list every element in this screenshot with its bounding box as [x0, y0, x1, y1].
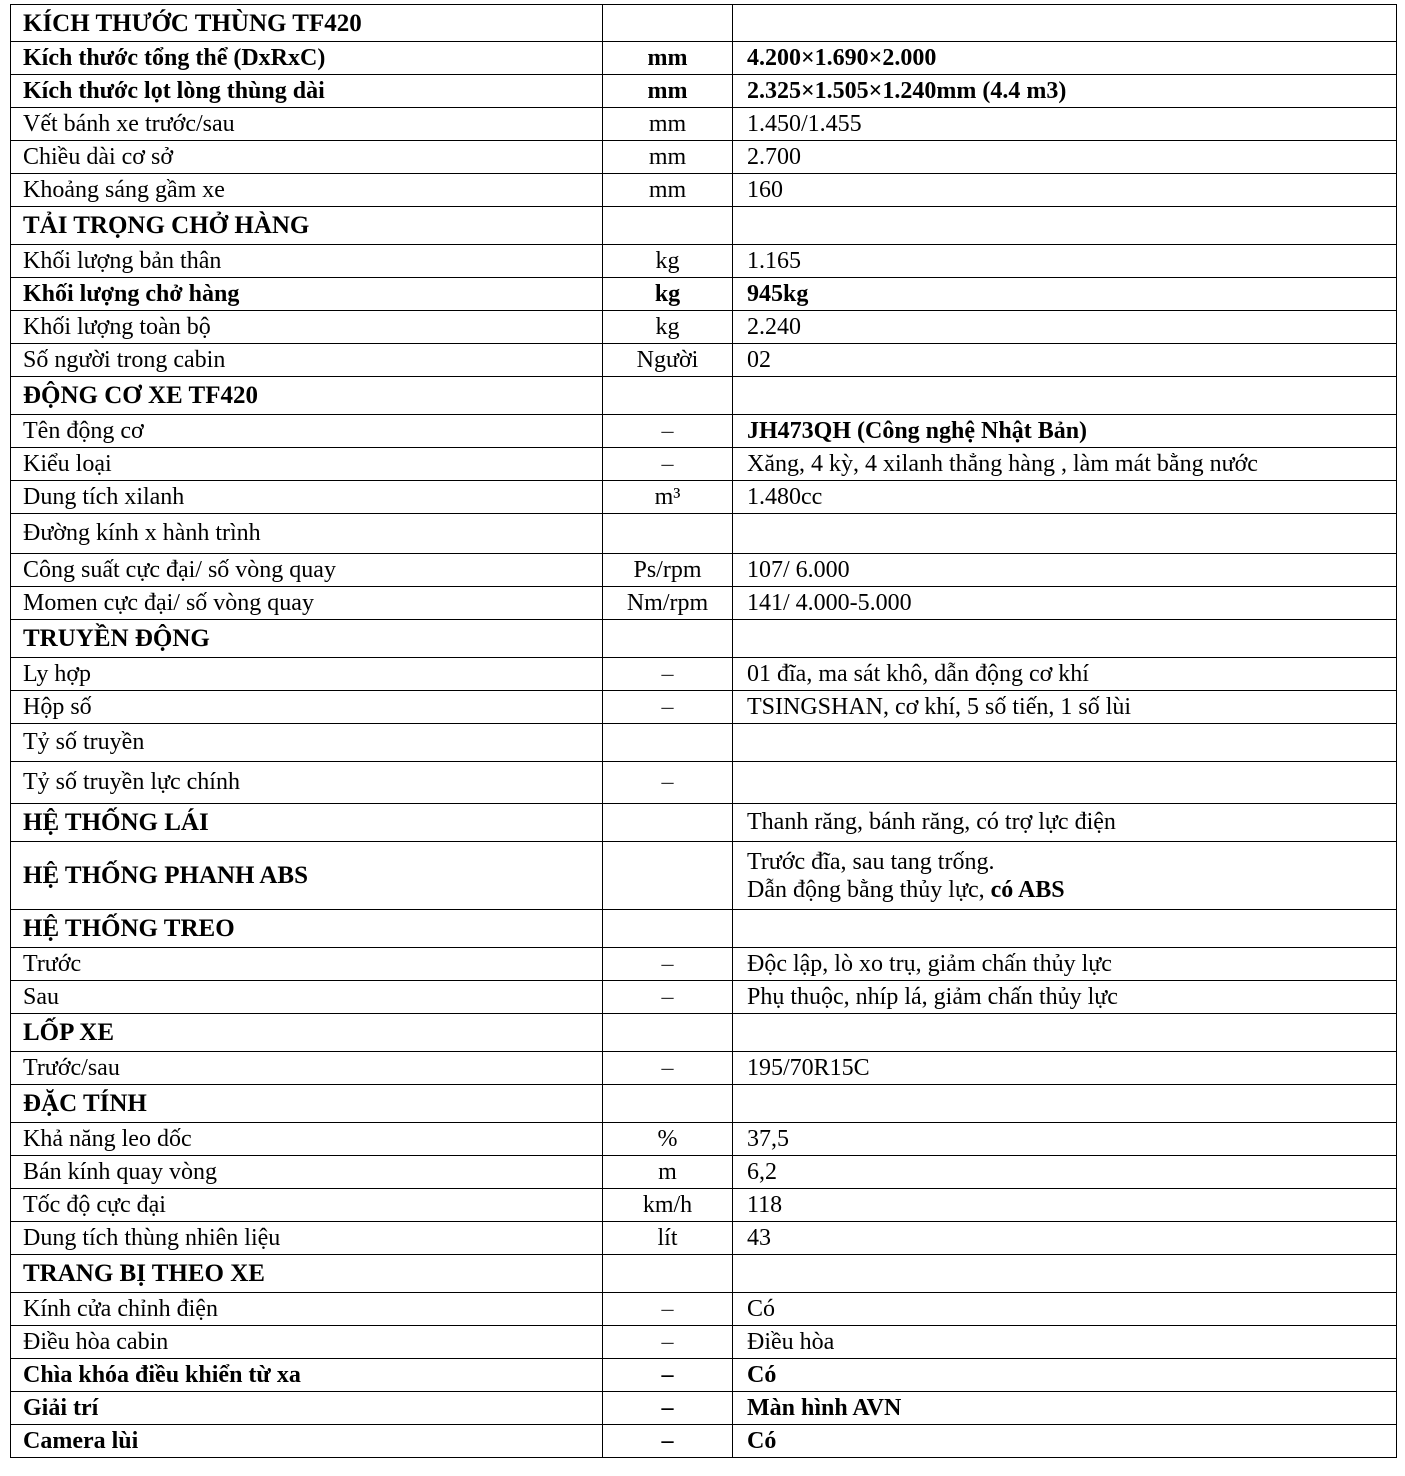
spec-unit: mm [603, 174, 733, 207]
spec-label: Kính cửa chỉnh điện [11, 1293, 603, 1326]
spec-unit: mm [603, 108, 733, 141]
spec-unit: – [603, 1293, 733, 1326]
spec-unit: kg [603, 311, 733, 344]
section-header-row [11, 5, 1397, 42]
spec-sheet [10, 4, 1397, 1458]
spec-unit: kg [603, 245, 733, 278]
spec-unit [603, 1014, 733, 1052]
specification-table [10, 4, 1397, 1458]
spec-unit [603, 514, 733, 554]
spec-label: LỐP XE [11, 1014, 603, 1052]
section-header-row [11, 842, 1397, 910]
spec-label: Số người trong cabin [11, 344, 603, 377]
spec-value [733, 207, 1397, 245]
spec-row [11, 344, 1397, 377]
spec-row [11, 1425, 1397, 1458]
spec-label: Khối lượng chở hàng [11, 278, 603, 311]
spec-row [11, 1359, 1397, 1392]
spec-value: 1.480cc [733, 481, 1397, 514]
spec-unit [603, 1085, 733, 1123]
spec-label: TRUYỀN ĐỘNG [11, 620, 603, 658]
spec-value: JH473QH (Công nghệ Nhật Bản) [733, 415, 1397, 448]
spec-unit [603, 5, 733, 42]
spec-unit [603, 804, 733, 842]
spec-value-line [747, 876, 1396, 904]
spec-label: Dung tích thùng nhiên liệu [11, 1222, 603, 1255]
spec-unit [603, 1255, 733, 1293]
spec-row [11, 1052, 1397, 1085]
spec-row [11, 42, 1397, 75]
spec-value: 195/70R15C [733, 1052, 1397, 1085]
spec-unit: – [603, 762, 733, 804]
spec-unit: – [603, 1425, 733, 1458]
spec-label: HỆ THỐNG LÁI [11, 804, 603, 842]
spec-label: Khối lượng bản thân [11, 245, 603, 278]
spec-label: Điều hòa cabin [11, 1326, 603, 1359]
spec-label: Đường kính x hành trình [11, 514, 603, 554]
section-header-row [11, 620, 1397, 658]
spec-label: Trước/sau [11, 1052, 603, 1085]
spec-label: ĐẶC TÍNH [11, 1085, 603, 1123]
section-header-row [11, 207, 1397, 245]
spec-unit: m³ [603, 481, 733, 514]
spec-value [733, 5, 1397, 42]
spec-value: 107/ 6.000 [733, 554, 1397, 587]
spec-label: Momen cực đại/ số vòng quay [11, 587, 603, 620]
spec-row [11, 75, 1397, 108]
spec-value: 43 [733, 1222, 1397, 1255]
spec-label: Vết bánh xe trước/sau [11, 108, 603, 141]
spec-value: Xăng, 4 kỳ, 4 xilanh thẳng hàng , làm mát bằng nước [733, 448, 1397, 481]
spec-value: 02 [733, 344, 1397, 377]
spec-row [11, 311, 1397, 344]
spec-unit: – [603, 948, 733, 981]
spec-label: TRANG BỊ THEO XE [11, 1255, 603, 1293]
spec-value: Thanh răng, bánh răng, có trợ lực điện [733, 804, 1397, 842]
spec-row [11, 981, 1397, 1014]
spec-label: KÍCH THƯỚC THÙNG TF420 [11, 5, 603, 42]
spec-value-line: Trước đĩa, sau tang trống. [747, 848, 995, 875]
spec-value [733, 1085, 1397, 1123]
spec-label: Dung tích xilanh [11, 481, 603, 514]
spec-unit: – [603, 1392, 733, 1425]
spec-unit: km/h [603, 1189, 733, 1222]
spec-value: 945kg [733, 278, 1397, 311]
spec-unit: – [603, 448, 733, 481]
spec-row [11, 658, 1397, 691]
spec-row [11, 762, 1397, 804]
spec-value: 1.450/1.455 [733, 108, 1397, 141]
spec-row [11, 1222, 1397, 1255]
spec-value [733, 842, 1397, 910]
spec-unit [603, 842, 733, 910]
spec-row [11, 481, 1397, 514]
spec-value: Màn hình AVN [733, 1392, 1397, 1425]
spec-label: Khối lượng toàn bộ [11, 311, 603, 344]
spec-row [11, 245, 1397, 278]
spec-row [11, 141, 1397, 174]
spec-value: 118 [733, 1189, 1397, 1222]
spec-unit: kg [603, 278, 733, 311]
spec-unit: Ps/rpm [603, 554, 733, 587]
spec-value: 2.240 [733, 311, 1397, 344]
spec-value: 37,5 [733, 1123, 1397, 1156]
spec-value [733, 1014, 1397, 1052]
spec-label: Chìa khóa điều khiển từ xa [11, 1359, 603, 1392]
spec-row [11, 1189, 1397, 1222]
spec-label: Sau [11, 981, 603, 1014]
section-header-row [11, 377, 1397, 415]
spec-unit: – [603, 1052, 733, 1085]
spec-row [11, 554, 1397, 587]
spec-label: HỆ THỐNG PHANH ABS [11, 842, 603, 910]
spec-unit [603, 377, 733, 415]
spec-unit: – [603, 415, 733, 448]
spec-unit: Nm/rpm [603, 587, 733, 620]
spec-row [11, 1156, 1397, 1189]
spec-value [733, 724, 1397, 762]
spec-unit: m [603, 1156, 733, 1189]
spec-value [733, 377, 1397, 415]
spec-value [733, 1255, 1397, 1293]
spec-label: Tên động cơ [11, 415, 603, 448]
section-header-row [11, 1085, 1397, 1123]
spec-label: Kích thước lọt lòng thùng dài [11, 75, 603, 108]
spec-value: TSINGSHAN, cơ khí, 5 số tiến, 1 số lùi [733, 691, 1397, 724]
spec-row [11, 724, 1397, 762]
spec-unit: – [603, 1359, 733, 1392]
spec-value: 160 [733, 174, 1397, 207]
spec-row [11, 1392, 1397, 1425]
spec-value-emphasis: có ABS [990, 876, 1065, 903]
spec-value: 141/ 4.000-5.000 [733, 587, 1397, 620]
spec-unit [603, 620, 733, 658]
spec-row [11, 587, 1397, 620]
spec-value: 6,2 [733, 1156, 1397, 1189]
spec-label: Chiều dài cơ sở [11, 141, 603, 174]
spec-label: Tốc độ cực đại [11, 1189, 603, 1222]
spec-unit: Người [603, 344, 733, 377]
spec-row [11, 108, 1397, 141]
spec-row [11, 514, 1397, 554]
spec-unit: mm [603, 141, 733, 174]
spec-value: Phụ thuộc, nhíp lá, giảm chấn thủy lực [733, 981, 1397, 1014]
spec-row [11, 691, 1397, 724]
spec-label: Hộp số [11, 691, 603, 724]
spec-row [11, 1326, 1397, 1359]
spec-row [11, 174, 1397, 207]
spec-label: Khả năng leo dốc [11, 1123, 603, 1156]
spec-label: Ly hợp [11, 658, 603, 691]
spec-value: Có [733, 1293, 1397, 1326]
spec-value: Có [733, 1359, 1397, 1392]
spec-unit [603, 207, 733, 245]
spec-value [733, 762, 1397, 804]
spec-value: 4.200×1.690×2.000 [733, 42, 1397, 75]
spec-value: Có [733, 1425, 1397, 1458]
spec-row [11, 1123, 1397, 1156]
spec-unit: lít [603, 1222, 733, 1255]
spec-value: Độc lập, lò xo trụ, giảm chấn thủy lực [733, 948, 1397, 981]
spec-unit [603, 724, 733, 762]
spec-value: 01 đĩa, ma sát khô, dẫn động cơ khí [733, 658, 1397, 691]
spec-unit: mm [603, 75, 733, 108]
spec-unit: – [603, 691, 733, 724]
spec-label: ĐỘNG CƠ XE TF420 [11, 377, 603, 415]
spec-value [733, 620, 1397, 658]
spec-unit: – [603, 981, 733, 1014]
spec-unit: – [603, 1326, 733, 1359]
section-header-row [11, 1255, 1397, 1293]
spec-row [11, 948, 1397, 981]
spec-label: Khoảng sáng gầm xe [11, 174, 603, 207]
spec-value: 2.325×1.505×1.240mm (4.4 m3) [733, 75, 1397, 108]
spec-row [11, 448, 1397, 481]
spec-label: Kiểu loại [11, 448, 603, 481]
spec-unit: mm [603, 42, 733, 75]
spec-label: Công suất cực đại/ số vòng quay [11, 554, 603, 587]
spec-value: 2.700 [733, 141, 1397, 174]
spec-value: 1.165 [733, 245, 1397, 278]
spec-value [733, 514, 1397, 554]
spec-label: Kích thước tổng thể (DxRxC) [11, 42, 603, 75]
spec-row [11, 1293, 1397, 1326]
spec-label: HỆ THỐNG TREO [11, 910, 603, 948]
section-header-row [11, 910, 1397, 948]
spec-unit: – [603, 658, 733, 691]
specification-table-body [11, 5, 1397, 1458]
spec-label: Trước [11, 948, 603, 981]
spec-row [11, 415, 1397, 448]
spec-value-text: Dẫn động bằng thủy lực, [747, 876, 991, 903]
spec-label: Bán kính quay vòng [11, 1156, 603, 1189]
spec-unit: % [603, 1123, 733, 1156]
spec-label: Tỷ số truyền [11, 724, 603, 762]
spec-value: Điều hòa [733, 1326, 1397, 1359]
spec-unit [603, 910, 733, 948]
spec-label: Camera lùi [11, 1425, 603, 1458]
spec-label: Giải trí [11, 1392, 603, 1425]
section-header-row [11, 1014, 1397, 1052]
spec-value [733, 910, 1397, 948]
spec-label: Tỷ số truyền lực chính [11, 762, 603, 804]
spec-label: TẢI TRỌNG CHỞ HÀNG [11, 207, 603, 245]
section-header-row [11, 804, 1397, 842]
spec-row [11, 278, 1397, 311]
